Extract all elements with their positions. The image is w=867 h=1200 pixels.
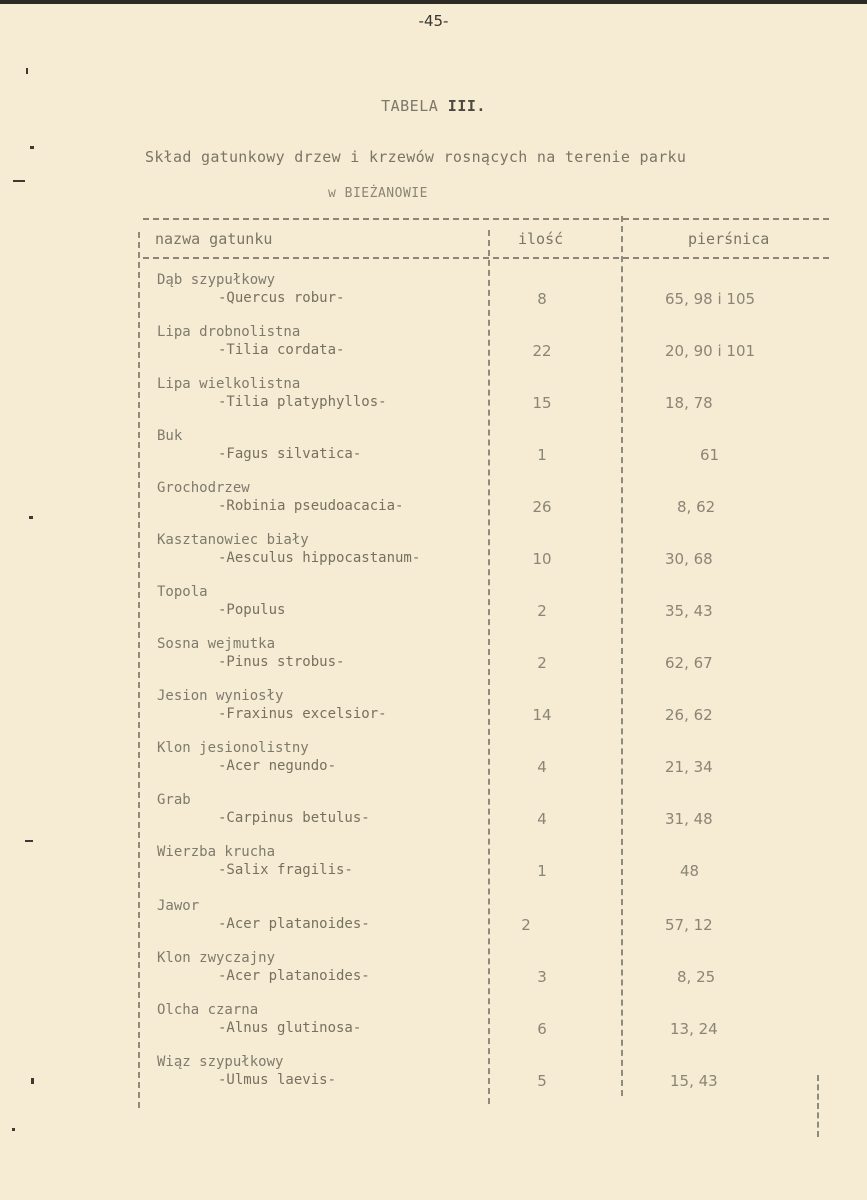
margin-speck: [13, 180, 25, 182]
table-row: [0, 480, 867, 532]
tree-count: 1: [537, 862, 547, 880]
tree-count: 2: [537, 654, 547, 672]
tree-count: 2: [537, 602, 547, 620]
header-circumference: pierśnica: [688, 230, 770, 248]
circumference-values: 31, 48: [665, 810, 713, 828]
margin-speck: [30, 146, 34, 149]
margin-speck: [12, 1128, 15, 1131]
circumference-values: 13, 24: [670, 1020, 718, 1038]
tree-count: 5: [537, 1072, 547, 1090]
page-number: -45-: [418, 12, 449, 30]
circumference-values: 62, 67: [665, 654, 713, 672]
table-row: [0, 950, 867, 1002]
common-name: Wiąz szypułkowy: [157, 1054, 284, 1070]
common-name: Olcha czarna: [157, 1002, 259, 1018]
table-label: [0, 97, 867, 115]
circumference-values: 21, 34: [665, 758, 713, 776]
latin-name: -Robinia pseudoacacia-: [218, 498, 404, 514]
table-top-rule: [143, 218, 829, 220]
circumference-values: 8, 25: [677, 968, 716, 986]
latin-name: -Alnus glutinosa-: [218, 1020, 362, 1036]
tree-count: 26: [532, 498, 552, 516]
circumference-values: 8, 62: [677, 498, 716, 516]
tree-count: 15: [532, 394, 552, 412]
latin-name: -Tilia cordata-: [218, 342, 345, 358]
table-row: [0, 792, 867, 844]
common-name: Lipa wielkolistna: [157, 376, 301, 392]
latin-name: -Fagus silvatica-: [218, 446, 362, 462]
table-row: [0, 688, 867, 740]
table-row: [0, 324, 867, 376]
tree-count: 4: [537, 758, 547, 776]
header-count: ilość: [518, 230, 564, 248]
common-name: Buk: [157, 428, 183, 444]
circumference-values: 65, 98 i 105: [665, 290, 756, 308]
latin-name: -Carpinus betulus-: [218, 810, 370, 826]
table-row: [0, 636, 867, 688]
common-name: Dąb szypułkowy: [157, 272, 276, 288]
circumference-values: 61: [700, 446, 720, 464]
latin-name: -Fraxinus excelsior-: [218, 706, 387, 722]
latin-name: -Acer negundo-: [218, 758, 337, 774]
margin-speck: [25, 840, 33, 842]
circumference-values: 57, 12: [665, 916, 713, 934]
table-number: III.: [447, 97, 486, 115]
scan-top-edge: [0, 0, 867, 4]
table-subcaption: w BIEŻANOWIE: [328, 186, 428, 201]
tree-count: 3: [537, 968, 547, 986]
tree-count: 8: [537, 290, 547, 308]
table-row: [0, 740, 867, 792]
margin-speck: [31, 1078, 34, 1084]
table-row: [0, 898, 867, 950]
circumference-values: 48: [680, 862, 700, 880]
tree-count: 14: [532, 706, 552, 724]
common-name: Wierzba krucha: [157, 844, 276, 860]
table-row: [0, 532, 867, 584]
table-caption: Skład gatunkowy drzew i krzewów rosnących na terenie parku: [145, 148, 687, 166]
latin-name: -Ulmus laevis-: [218, 1072, 337, 1088]
circumference-values: 30, 68: [665, 550, 713, 568]
common-name: Grab: [157, 792, 191, 808]
table-row: [0, 1002, 867, 1054]
common-name: Sosna wejmutka: [157, 636, 276, 652]
tree-count: 6: [537, 1020, 547, 1038]
table-row: [0, 584, 867, 636]
common-name: Kasztanowiec biały: [157, 532, 309, 548]
latin-name: -Acer platanoides-: [218, 916, 370, 932]
latin-name: -Pinus strobus-: [218, 654, 345, 670]
margin-speck: [26, 68, 28, 74]
common-name: Jesion wyniosły: [157, 688, 284, 704]
tree-count: 2: [521, 916, 531, 934]
table-label-text: TABELA: [381, 97, 439, 115]
margin-speck: [29, 516, 33, 519]
common-name: Lipa drobnolistna: [157, 324, 301, 340]
table-row: [0, 272, 867, 324]
table-row: [0, 1054, 867, 1106]
header-name: nazwa gatunku: [155, 230, 273, 248]
header-bottom-rule: [143, 257, 829, 259]
circumference-values: 15, 43: [670, 1072, 718, 1090]
circumference-values: 26, 62: [665, 706, 713, 724]
common-name: Topola: [157, 584, 208, 600]
common-name: Jawor: [157, 898, 200, 914]
tree-count: 22: [532, 342, 552, 360]
latin-name: -Populus: [218, 602, 286, 618]
common-name: Klon jesionolistny: [157, 740, 309, 756]
circumference-values: 20, 90 i 101: [665, 342, 756, 360]
tree-count: 10: [532, 550, 552, 568]
circumference-values: 18, 78: [665, 394, 713, 412]
common-name: Grochodrzew: [157, 480, 250, 496]
tree-count: 4: [537, 810, 547, 828]
latin-name: -Salix fragilis-: [218, 862, 353, 878]
table-row: [0, 376, 867, 428]
tree-count: 1: [537, 446, 547, 464]
table-row: [0, 428, 867, 480]
common-name: Klon zwyczajny: [157, 950, 276, 966]
latin-name: -Quercus robur-: [218, 290, 345, 306]
circumference-values: 35, 43: [665, 602, 713, 620]
latin-name: -Acer platanoides-: [218, 968, 370, 984]
latin-name: -Tilia platyphyllos-: [218, 394, 387, 410]
latin-name: -Aesculus hippocastanum-: [218, 550, 421, 566]
table-row: [0, 844, 867, 896]
